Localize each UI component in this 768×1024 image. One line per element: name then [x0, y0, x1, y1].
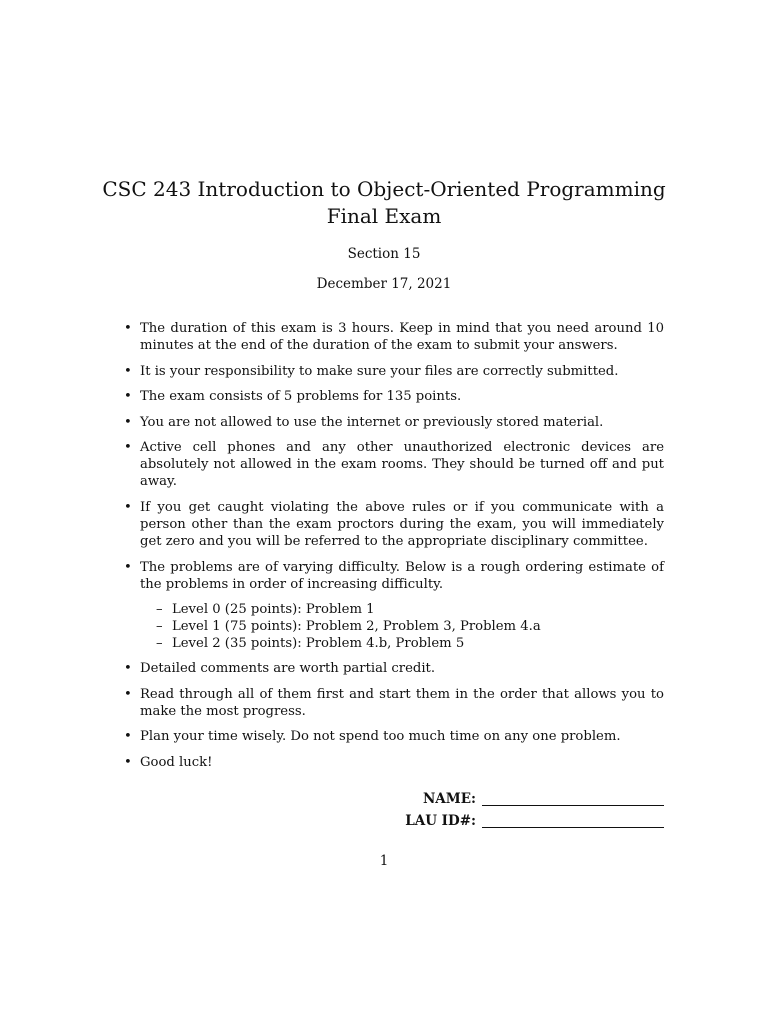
exam-subtitle: Final Exam [326, 204, 442, 228]
instruction-text: The exam consists of 5 problems for 135 points. [140, 389, 462, 405]
instruction-text: The problems are of varying difficulty. Below is a rough ordering estimate of the problems in order of increasing difficulty. [140, 559, 664, 592]
instruction-item [124, 439, 664, 490]
name-blank-line[interactable] [482, 790, 664, 806]
name-label: NAME: [422, 791, 476, 807]
instruction-text: Plan your time wisely. Do not spend too much time on any one problem. [140, 729, 621, 745]
instruction-text: The duration of this exam is 3 hours. Keep in mind that you need around 10 minutes at the end of the duration of the exam to submit your answers. [140, 321, 664, 353]
exam-title: CSC 243 Introduction to Object-Oriented Programming [102, 177, 666, 201]
instruction-item [124, 320, 664, 354]
instruction-text: It is your responsibility to make sure your files are correctly submitted. [140, 363, 619, 379]
difficulty-level: – Level 2 (35 points): Problem 4.b, Problem 5 [156, 635, 664, 652]
instruction-item [124, 363, 664, 380]
instruction-item [124, 559, 664, 652]
instruction-item [124, 754, 664, 771]
instructions-list [124, 320, 664, 780]
instruction-text: If you get caught violating the above rules or if you communicate with a person other than the exam proctors during the exam, you will immediately get zero and you will be referred to the appropriate disciplinary committee. [140, 499, 664, 549]
difficulty-level: – Level 0 (25 points): Problem 1 [156, 601, 664, 618]
instruction-item [124, 499, 664, 550]
instruction-text: Good luck! [140, 754, 213, 770]
instruction-item [124, 414, 664, 431]
instruction-item [124, 388, 664, 405]
name-row [360, 788, 664, 810]
section-label: Section 15 [347, 246, 421, 262]
id-blank-line[interactable] [482, 812, 664, 828]
instruction-item [124, 728, 664, 745]
instruction-text: Detailed comments are worth partial credit. [140, 661, 436, 677]
instruction-item [124, 660, 664, 677]
exam-date: December 17, 2021 [316, 276, 452, 292]
difficulty-levels-list [140, 601, 664, 652]
id-label: LAU ID#: [405, 813, 476, 829]
instruction-text: Active cell phones and any other unauthorized electronic devices are absolutely not allowed in the exam rooms. They should be turned off and put away. [140, 440, 664, 490]
instruction-item [124, 686, 664, 720]
signature-block [360, 788, 664, 832]
page-number: 1 [379, 853, 389, 869]
instruction-text: Read through all of them first and start them in the order that allows you to make the most progress. [140, 686, 664, 719]
difficulty-level: – Level 1 (75 points): Problem 2, Problem 3, Problem 4.a [156, 618, 664, 635]
id-row [360, 810, 664, 832]
instruction-text: You are not allowed to use the internet or previously stored material. [140, 414, 604, 430]
